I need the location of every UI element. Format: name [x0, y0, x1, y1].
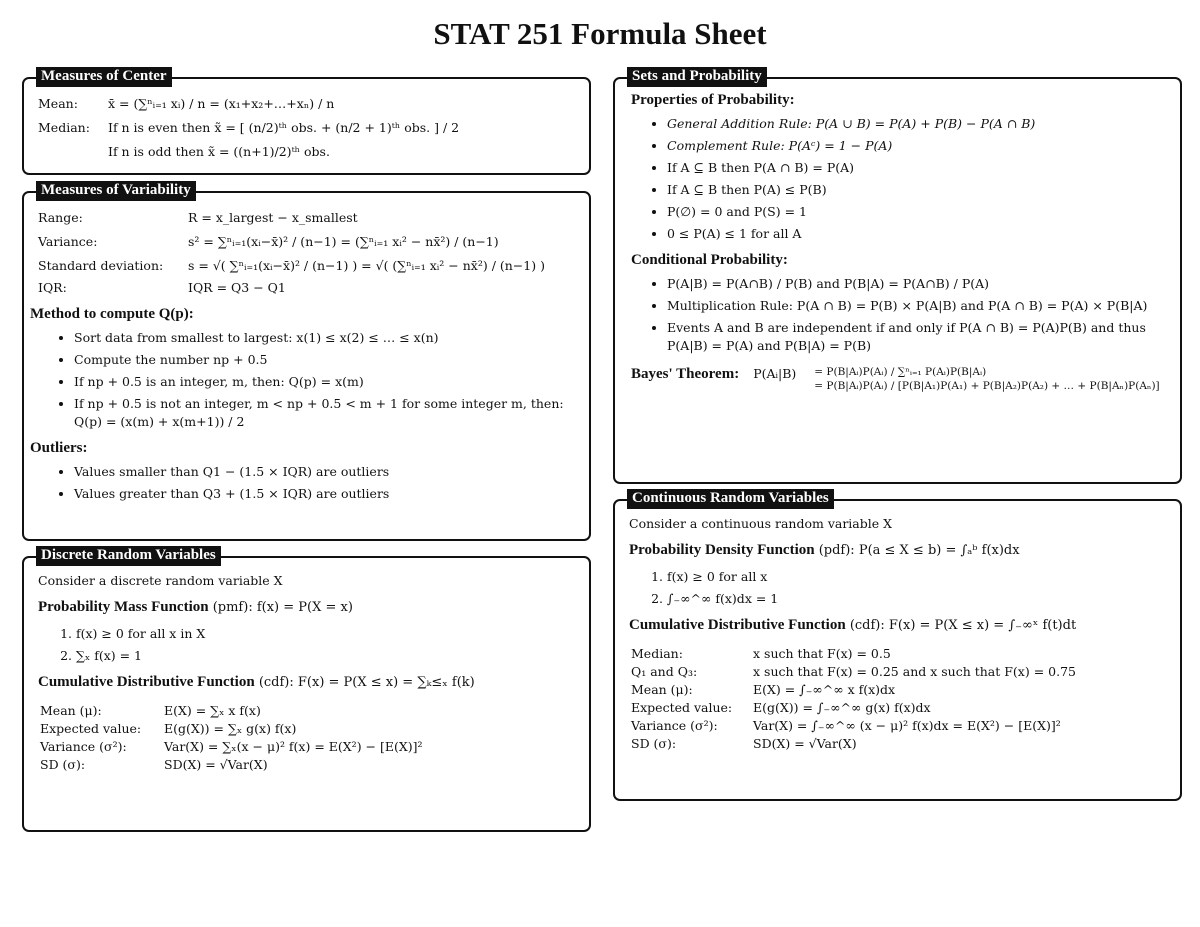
list-item: • Sort data from smallest to largest: x(1) ≤ x(2) ≤ … ≤ x(n) — [74, 329, 579, 347]
discrete-expected-row: Expected value: E(g(X)) = ∑ₓ g(x) f(x) — [40, 721, 297, 736]
continuous-intro: Consider a continuous random variable X — [629, 516, 893, 531]
measures-of-center-box — [22, 68, 591, 175]
list-item: • Events A and B are independent if and only if P(A ∩ B) = P(A)P(B) and thus P(A|B) = P(A) and P(B|A) = P(B) — [667, 319, 1170, 355]
bayes-equation-2: = P(B|Aᵢ)P(Aᵢ) / [P(B|A₁)P(A₁) + P(B|A₂)P(A₂) + … + P(B|Aₙ)P(Aₙ)] — [814, 380, 1160, 392]
list-item: • General Addition Rule: P(A ∪ B) = P(A) + P(B) − P(A ∩ B) — [667, 115, 1170, 133]
quantile-method-list — [38, 329, 579, 431]
median-even-formula: If n is even then x̃ = [ (n/2)ᵗʰ obs. + (n/2 + 1)ᵗʰ obs. ] / 2 — [108, 120, 460, 135]
median-odd-row — [38, 143, 579, 161]
discrete-variance-row: Variance (σ²): Var(X) = ∑ₓ(x − μ)² f(x) = E(X²) − [E(X)]² — [40, 739, 423, 754]
variance-row: Variance: s² = ∑ⁿᵢ₌₁(xᵢ−x̄)² / (n−1) = (∑ⁿᵢ₌₁ xᵢ² − nx̄²) / (n−1) — [38, 234, 499, 249]
continuous-expected-row: Expected value: E(g(X)) = ∫₋∞^∞ g(x) f(x)dx — [631, 700, 931, 715]
list-item: 1. f(x) ≥ 0 for all x — [667, 568, 1170, 586]
quantile-method-heading: Method to compute Q(p): — [30, 306, 194, 322]
mean-row: Mean: x̄ = (∑ⁿᵢ₌₁ xᵢ) / n = (x₁+x₂+…+xₙ) / n — [38, 95, 579, 113]
continuous-sd-row: SD (σ): SD(X) = √Var(X) — [631, 736, 857, 751]
continuous-median-row: Median: x such that F(x) = 0.5 — [631, 646, 891, 661]
continuous-mean-row: Mean (μ): E(X) = ∫₋∞^∞ x f(x)dx — [631, 682, 896, 697]
continuous-random-variables-label: Continuous Random Variables — [627, 489, 834, 509]
iqr-row: IQR: IQR = Q3 − Q1 — [38, 280, 286, 295]
median-row: Median: If n is even then x̃ = [ (n/2)ᵗʰ obs. + (n/2 + 1)ᵗʰ obs. ] / 2 — [38, 119, 579, 137]
discrete-random-variables-label: Discrete Random Variables — [36, 546, 221, 566]
conditional-list — [631, 275, 1170, 355]
list-item: 1. f(x) ≥ 0 for all x in X — [76, 625, 579, 643]
measures-of-center-label: Measures of Center — [36, 67, 172, 87]
continuous-random-variables-box — [613, 490, 1182, 801]
bayes-equation-1: = P(B|Aᵢ)P(Aᵢ) / ∑ⁿᵢ₌₁ P(Aᵢ)P(B|Aᵢ) — [814, 366, 987, 378]
pdf-definition: Probability Density Function (pdf): P(a ≤ X ≤ b) = ∫ₐᵇ f(x)dx — [629, 542, 1020, 558]
list-item: • Values smaller than Q1 − (1.5 × IQR) are outliers — [74, 463, 579, 481]
list-item: • Complement Rule: P(Aᶜ) = 1 − P(A) — [667, 137, 1170, 155]
measures-of-variability-box — [22, 182, 591, 541]
bayes-label: Bayes' Theorem: — [631, 366, 740, 382]
mean-formula: x̄ = (∑ⁿᵢ₌₁ xᵢ) / n = (x₁+x₂+…+xₙ) / n — [108, 96, 335, 111]
page-title: STAT 251 Formula Sheet — [433, 16, 767, 51]
continuous-variance-row: Variance (σ²): Var(X) = ∫₋∞^∞ (x − μ)² f(x)dx = E(X²) − [E(X)]² — [631, 718, 1061, 733]
properties-heading: Properties of Probability: — [631, 92, 795, 108]
list-item: • Values greater than Q3 + (1.5 × IQR) are outliers — [74, 485, 579, 503]
continuous-quartiles-row: Q₁ and Q₃: x such that F(x) = 0.25 and x such that F(x) = 0.75 — [631, 664, 1076, 679]
list-item: • If A ⊆ B then P(A ∩ B) = P(A) — [667, 159, 1170, 177]
list-item: 2. ∑ₓ f(x) = 1 — [76, 647, 579, 665]
standard-deviation-row: Standard deviation: s = √( ∑ⁿᵢ₌₁(xᵢ−x̄)² / (n−1) ) = √( (∑ⁿᵢ₌₁ xᵢ² − nx̄²) / (n−1) ) — [38, 258, 545, 273]
sets-and-probability-box — [613, 68, 1182, 484]
list-item: • If np + 0.5 is an integer, m, then: Q(p) = x(m) — [74, 373, 579, 391]
list-item: 2. ∫₋∞^∞ f(x)dx = 1 — [667, 590, 1170, 608]
properties-list — [631, 115, 1170, 243]
measures-of-variability-label: Measures of Variability — [36, 181, 196, 201]
list-item: • Compute the number np + 0.5 — [74, 351, 579, 369]
sets-and-probability-label: Sets and Probability — [627, 67, 767, 87]
discrete-sd-row: SD (σ): SD(X) = √Var(X) — [40, 757, 268, 772]
discrete-random-variables-box — [22, 547, 591, 832]
list-item: • If np + 0.5 is not an integer, m < np + 0.5 < m + 1 for some integer m, then: Q(p) = (x(m) + x(m+1)) / 2 — [74, 395, 579, 431]
pdf-properties-list — [631, 568, 1170, 608]
list-item: • 0 ≤ P(A) ≤ 1 for all A — [667, 225, 1170, 243]
pmf-definition: Probability Mass Function (pmf): f(x) = P(X = x) — [38, 599, 353, 615]
bayes-lhs: P(Aᵢ|B) — [753, 366, 797, 381]
bayes-theorem — [631, 365, 1170, 393]
list-item: • P(∅) = 0 and P(S) = 1 — [667, 203, 1170, 221]
list-item: • P(A|B) = P(A∩B) / P(B) and P(B|A) = P(A∩B) / P(A) — [667, 275, 1170, 293]
pmf-properties-list — [40, 625, 579, 665]
list-item: • Multiplication Rule: P(A ∩ B) = P(B) × P(A|B) and P(A ∩ B) = P(A) × P(B|A) — [667, 297, 1170, 315]
outliers-heading: Outliers: — [30, 440, 88, 456]
discrete-mean-row: Mean (μ): E(X) = ∑ₓ x f(x) — [40, 703, 261, 718]
range-row: Range: R = x_largest − x_smallest — [38, 210, 358, 225]
conditional-heading: Conditional Probability: — [631, 252, 788, 268]
continuous-cdf-definition: Cumulative Distributive Function (cdf): F(x) = P(X ≤ x) = ∫₋∞ˣ f(t)dt — [629, 617, 1077, 633]
list-item: • If A ⊆ B then P(A) ≤ P(B) — [667, 181, 1170, 199]
outliers-list — [38, 463, 579, 503]
discrete-intro: Consider a discrete random variable X — [38, 573, 283, 588]
median-odd-formula: If n is odd then x̃ = ((n+1)/2)ᵗʰ obs. — [108, 144, 330, 159]
discrete-cdf-definition: Cumulative Distributive Function (cdf): F(x) = P(X ≤ x) = ∑ₖ≤ₓ f(k) — [38, 674, 475, 690]
